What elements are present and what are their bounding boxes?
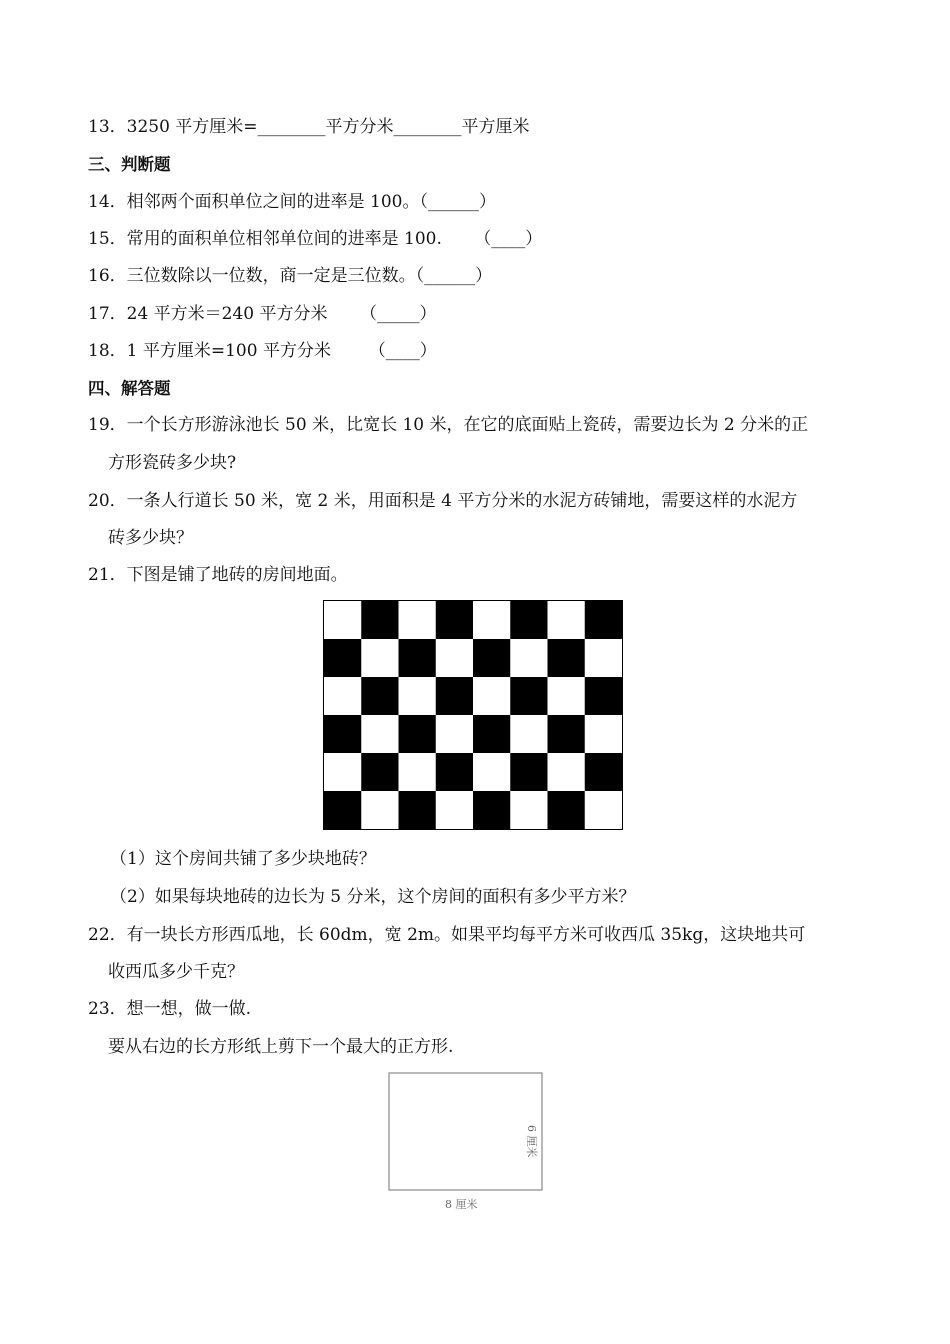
rectangle-height-label: 6 厘米 <box>525 1125 538 1158</box>
floor-tile <box>399 639 437 677</box>
floor-tile <box>361 639 399 677</box>
floor-tile <box>324 677 362 715</box>
question-22-line2: 收西瓜多少千克？ <box>108 962 244 982</box>
floor-tile <box>399 753 437 791</box>
floor-tile <box>510 639 548 677</box>
floor-tile <box>324 601 362 639</box>
checkerboard-svg <box>324 601 622 829</box>
floor-tile <box>585 601 622 639</box>
section-heading-answers: 四、解答题 <box>88 379 171 398</box>
floor-tile <box>510 601 548 639</box>
floor-tile <box>324 791 362 829</box>
floor-tile <box>436 753 474 791</box>
question-15: 15．常用的面积单位相邻单位间的进率是 100. （____） <box>88 229 543 249</box>
rectangle-width-label: 8 厘米 <box>445 1198 478 1211</box>
floor-tile <box>399 677 437 715</box>
question-21-sub1: （1）这个房间共铺了多少块地砖？ <box>110 849 376 869</box>
question-16: 16．三位数除以一位数，商一定是三位数。（______） <box>88 266 493 286</box>
floor-tile <box>361 715 399 753</box>
floor-tile <box>399 715 437 753</box>
question-20-line1: 20．一条人行道长 50 米，宽 2 米，用面积是 4 平方分米的水泥方砖铺地，需要这样的水泥方 <box>88 491 798 511</box>
floor-tile <box>585 639 622 677</box>
floor-tile <box>585 753 622 791</box>
floor-tile <box>510 677 548 715</box>
floor-tile <box>510 715 548 753</box>
floor-tile <box>548 601 586 639</box>
floor-tile <box>585 791 622 829</box>
floor-tile <box>585 677 622 715</box>
floor-tile <box>510 753 548 791</box>
question-18: 18．1 平方厘米=100 平方分米 （____） <box>88 341 437 361</box>
checkerboard-floor-figure <box>323 600 623 830</box>
floor-tile <box>361 601 399 639</box>
floor-tile <box>324 715 362 753</box>
floor-tile <box>361 753 399 791</box>
question-13: 13．3250 平方厘米=________平方分米________平方厘米 <box>88 117 530 137</box>
floor-tile <box>548 753 586 791</box>
floor-tile <box>473 677 511 715</box>
floor-tile <box>473 791 511 829</box>
floor-tile <box>585 715 622 753</box>
floor-tile <box>436 791 474 829</box>
question-20-line2: 砖多少块？ <box>108 528 193 548</box>
floor-tile <box>473 753 511 791</box>
floor-tile <box>548 639 586 677</box>
question-19-line2: 方形瓷砖多少块? <box>108 453 237 473</box>
rectangle-outline <box>389 1073 542 1190</box>
question-23: 23．想一想，做一做. <box>88 999 252 1019</box>
floor-tile <box>436 639 474 677</box>
rectangle-paper-figure <box>388 1072 546 1192</box>
question-22-line1: 22．有一块长方形西瓜地，长 60dm，宽 2m。如果平均每平方米可收西瓜 35kg，这块地共可 <box>88 925 806 945</box>
floor-tile <box>510 791 548 829</box>
floor-tile <box>548 791 586 829</box>
section-heading-judgement: 三、判断题 <box>88 155 171 174</box>
floor-tile <box>399 601 437 639</box>
floor-tile <box>548 715 586 753</box>
question-21: 21．下图是铺了地砖的房间地面。 <box>88 565 348 585</box>
floor-tile <box>473 601 511 639</box>
floor-tile <box>399 791 437 829</box>
question-19-line1: 19．一个长方形游泳池长 50 米，比宽长 10 米，在它的底面贴上瓷砖，需要边长为 2 分米的正 <box>88 415 809 435</box>
floor-tile <box>324 639 362 677</box>
floor-tile <box>473 639 511 677</box>
floor-tile <box>548 677 586 715</box>
question-17: 17．24 平方米＝240 平方分米 （_____） <box>88 304 437 324</box>
floor-tile <box>436 601 474 639</box>
floor-tile <box>324 753 362 791</box>
floor-tile <box>473 715 511 753</box>
floor-tile <box>361 677 399 715</box>
question-14: 14．相邻两个面积单位之间的进率是 100。（______） <box>88 192 496 212</box>
floor-tile <box>436 715 474 753</box>
rectangle-svg <box>388 1072 546 1192</box>
floor-tile <box>436 677 474 715</box>
question-21-sub2: （2）如果每块地砖的边长为 5 分米，这个房间的面积有多少平方米？ <box>110 887 636 907</box>
floor-tile <box>361 791 399 829</box>
question-23-sub: 要从右边的长方形纸上剪下一个最大的正方形. <box>108 1037 454 1057</box>
